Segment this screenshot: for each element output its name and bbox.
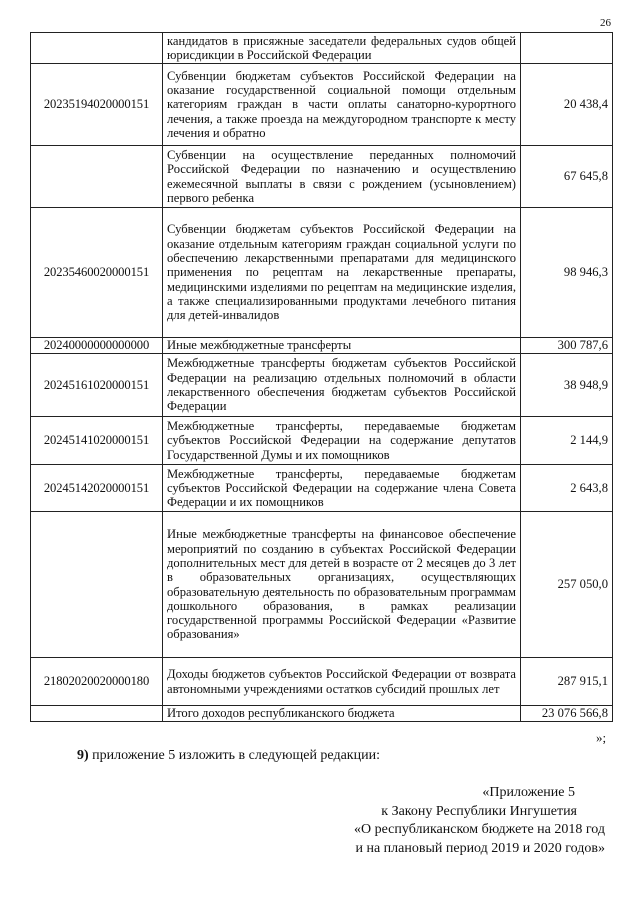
table-row: [31, 465, 613, 512]
budget-code: 20235460020000151: [31, 208, 163, 338]
page-number: 26: [600, 17, 611, 29]
appendix-line: и на плановый период 2019 и 2020 годов»: [355, 840, 605, 856]
row-description: Межбюджетные трансферты, передаваемые бюджетам субъектов Российской Федерации на содержание депутатов Государственной Думы и их помощников: [163, 417, 521, 465]
row-description: Субвенции бюджетам субъектов Российской Федерации на оказание государственной социальной помощи отдельным категориям граждан в части оплаты санаторно-курортного лечения, а также проезда на междугородном транспорте к месту лечения и обратно: [163, 64, 521, 146]
row-amount: 2 144,9: [521, 417, 613, 465]
budget-code: [31, 706, 163, 722]
budget-code: 20245142020000151: [31, 465, 163, 512]
row-description: Иные межбюджетные трансферты на финансовое обеспечение мероприятий по созданию в субъектах Российской Федерации дополнительных мест для детей в возрасте от 2 месяцев до 3 лет в образовательных организациях, осуществляющих образовательную деятельность по образовательным программам дошкольного образования, в рамках реализации государственной программы Российской Федерации «Развитие образования»: [163, 512, 521, 658]
row-amount: 98 946,3: [521, 208, 613, 338]
row-description: Межбюджетные трансферты бюджетам субъектов Российской Федерации на реализацию отдельных полномочий в области лекарственного обеспечения бюджетам субъектов Российской Федерации: [163, 354, 521, 417]
row-amount: [521, 33, 613, 64]
table-row: [31, 512, 613, 658]
row-description: Доходы бюджетов субъектов Российской Федерации от возврата автономными учреждениями остатков субсидий прошлых лет: [163, 658, 521, 706]
budget-code: [31, 512, 163, 658]
row-amount: 257 050,0: [521, 512, 613, 658]
budget-code: [31, 146, 163, 208]
total-amount: 23 076 566,8: [521, 706, 613, 722]
row-description: Субвенции на осуществление переданных полномочий Российской Федерации по назначению и осуществлению ежемесячной выплаты в связи с рождением (усыновлением) первого ребенка: [163, 146, 521, 208]
row-description: Субвенции бюджетам субъектов Российской Федерации на оказание отдельным категориям граждан социальной услуги по обеспечению лекарственными препаратами для медицинского применения по рецептам на лекарственные препараты, медицинскими изделиями по рецептам на медицинские изделия, а также специализированными продуктами лечебного питания для детей-инвалидов: [163, 208, 521, 338]
budget-code: 20245161020000151: [31, 354, 163, 417]
appendix-heading: [354, 784, 605, 858]
table-row: [31, 208, 613, 338]
row-description: Межбюджетные трансферты, передаваемые бюджетам субъектов Российской Федерации на содержание члена Совета Федерации и их помощников: [163, 465, 521, 512]
budget-code: 20240000000000000: [31, 338, 163, 354]
appendix-line: «Приложение 5: [482, 785, 575, 800]
table-row: [31, 64, 613, 146]
row-amount: 300 787,6: [521, 338, 613, 354]
row-description: кандидатов в присяжные заседатели федеральных судов общей юрисдикции в Российской Федерации: [163, 33, 521, 64]
closing-quote: »;: [596, 730, 607, 745]
row-amount: 38 948,9: [521, 354, 613, 417]
budget-code: 21802020020000180: [31, 658, 163, 706]
total-label: Итого доходов республиканского бюджета: [163, 706, 521, 722]
budget-table: [30, 32, 613, 722]
table-row: [31, 338, 613, 354]
instruction-text: приложение 5 изложить в следующей редакции:: [88, 748, 380, 763]
amendment-instruction: [77, 748, 380, 764]
table-row: [31, 658, 613, 706]
row-amount: 287 915,1: [521, 658, 613, 706]
table-row: [31, 33, 613, 64]
row-amount: 20 438,4: [521, 64, 613, 146]
item-number: 9): [77, 748, 89, 763]
total-row: [31, 706, 613, 722]
appendix-line: к Закону Республики Ингушетия: [381, 803, 577, 819]
budget-code: [31, 33, 163, 64]
budget-code: 20235194020000151: [31, 64, 163, 146]
budget-code: 20245141020000151: [31, 417, 163, 465]
row-amount: 2 643,8: [521, 465, 613, 512]
table-row: [31, 146, 613, 208]
table-row: [31, 417, 613, 465]
row-description: Иные межбюджетные трансферты: [163, 338, 521, 354]
appendix-line: «О республиканском бюджете на 2018 год: [354, 822, 605, 837]
table-row: [31, 354, 613, 417]
row-amount: 67 645,8: [521, 146, 613, 208]
